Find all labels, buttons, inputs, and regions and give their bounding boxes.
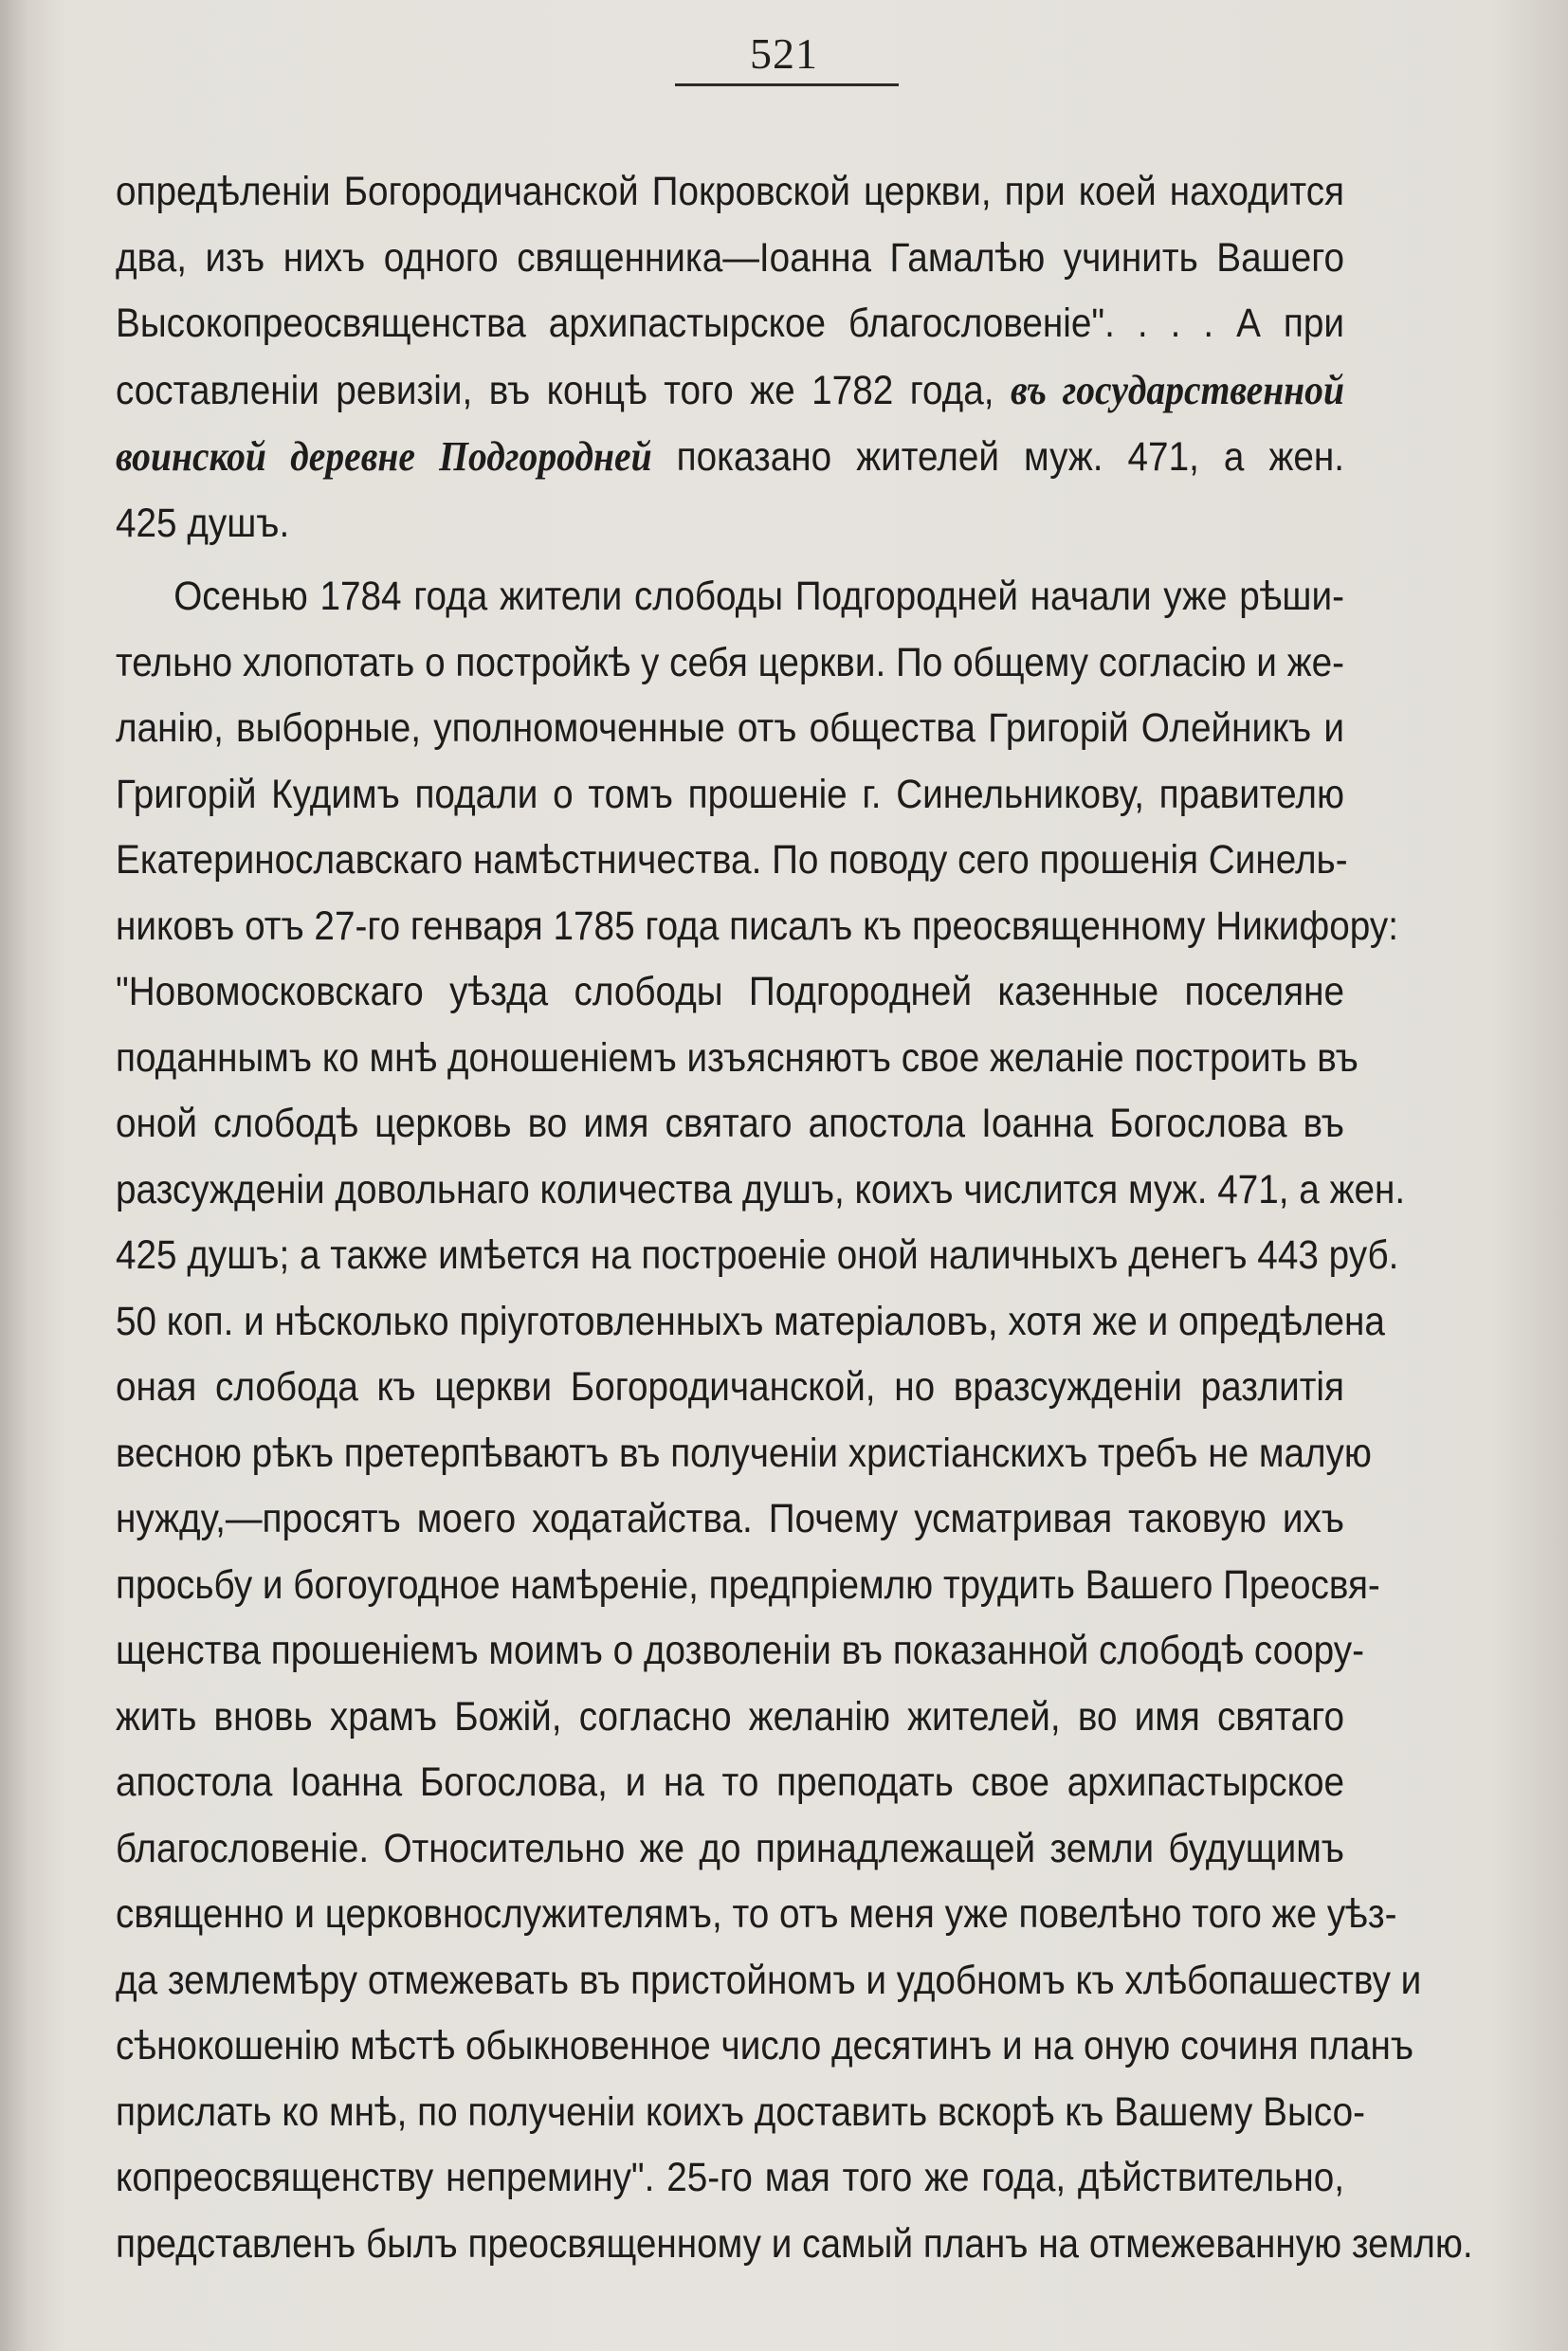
text-line: [116, 1486, 1344, 1553]
text-line: [116, 1948, 1422, 2014]
text-line: [116, 1091, 1344, 1157]
line-text: составленіи ревизіи, въ концѣ того же 1782 года,: [116, 367, 994, 413]
line-text: апостола Іоанна Богослова, и на то преподать свое архипастырское: [116, 1759, 1344, 1805]
line-text: Высокопреосвященства архипастырское благословеніе". . . . А при: [116, 301, 1344, 346]
paragraph-gap: [116, 556, 1344, 564]
line-text: 425 душъ; а также имѣется на построеніе оной наличныхъ денегъ 443 руб.: [116, 1232, 1399, 1278]
line-text: опредѣленіи Богородичанской Покровской церкви, при коей находится: [116, 169, 1344, 214]
text-line: [116, 828, 1348, 894]
line-text: 50 коп. и нѣсколько пріуготовленныхъ матеріаловъ, хотя же и опредѣлена: [116, 1298, 1385, 1344]
text-line: [116, 1618, 1365, 1685]
line-text: священно и церковнослужителямъ, то отъ меня уже повелѣно того же уѣз-: [116, 1891, 1397, 1937]
line-text: поданнымъ ко мнѣ доношеніемъ изъясняютъ свое желаніе построить въ: [116, 1034, 1358, 1081]
line-text: два, изъ нихъ одного священника—Іоанна Гамалѣю учинить Вашего: [116, 234, 1344, 281]
paragraph: [116, 564, 1473, 2277]
line-text: весною рѣкъ претерпѣваютъ въ полученіи христіанскихъ требъ не малую: [116, 1430, 1372, 1476]
body-text: [116, 159, 1473, 2277]
text-line: [116, 1882, 1397, 1948]
line-text: 425 душъ.: [116, 500, 290, 546]
text-line: [116, 1289, 1385, 1356]
text-line: [116, 1685, 1344, 1751]
text-line: [116, 564, 1344, 630]
line-text: тельно хлопотать о постройкѣ у себя церкви. По общему согласію и же-: [116, 639, 1344, 685]
line-text: сѣнокошенію мѣстѣ обыкновенное число десятинъ и на оную сочиня планъ: [116, 2023, 1414, 2069]
line-text: "Новомосковскаго уѣзда слободы Подгородней казенные поселяне: [116, 969, 1344, 1014]
text-line: [116, 959, 1344, 1026]
text-line: [116, 2014, 1414, 2080]
text-line: [116, 1355, 1344, 1421]
text-line: [116, 291, 1344, 357]
line-text: благословеніе. Относительно же до принадлежащей земли будущимъ: [116, 1825, 1344, 1871]
line-text: оной слободѣ церковь во имя святаго апостола Іоанна Богослова въ: [116, 1101, 1344, 1146]
line-text: никовъ отъ 27-го генваря 1785 года писалъ къ преосвященному Никифору:: [116, 902, 1398, 949]
text-line: [116, 894, 1398, 960]
line-text: нужду,—просятъ моего ходатайства. Почему усматривая таковую ихъ: [116, 1496, 1344, 1541]
text-line: [116, 762, 1344, 829]
text-line: [116, 491, 1344, 557]
line-text: разсужденіи довольнаго количества душъ, коихъ числится муж. 471, а жен.: [116, 1166, 1406, 1212]
text-line: [116, 696, 1344, 762]
line-text: жить вновь храмъ Божій, согласно желанію жителей, во имя святаго: [116, 1693, 1344, 1740]
text-line: [116, 2145, 1344, 2212]
text-line: [116, 2080, 1365, 2146]
line-text: прислать ко мнѣ, по полученіи коихъ доставить вскорѣ къ Вашему Высо-: [116, 2088, 1365, 2135]
line-text: ланію, выборные, уполномоченные отъ общества Григорій Олейникъ и: [116, 705, 1344, 751]
line-text: Екатеринославскаго намѣстничества. По поводу сего прошенія Синель-: [116, 837, 1348, 883]
line-text: копреосвященству непремину". 25-го мая того же года, дѣйствительно,: [116, 2155, 1344, 2200]
text-line: [116, 630, 1344, 697]
emphasized-text: воинской деревне Подгородней: [116, 433, 652, 480]
emphasized-text: въ государственной: [1010, 366, 1344, 413]
page-number: 521: [750, 29, 818, 78]
line-text: Осенью 1784 года жители слободы Подгородней начали уже рѣши-: [173, 574, 1345, 619]
text-line: [116, 1223, 1399, 1289]
text-line: [116, 159, 1344, 226]
line-text: да землемѣру отмежевать въ пристойномъ и удобномъ къ хлѣбопашеству и: [116, 1957, 1422, 2003]
text-line: [116, 1816, 1344, 1883]
text-line: [116, 1553, 1380, 1619]
text-line: [116, 226, 1344, 292]
text-line: [116, 1750, 1344, 1816]
line-text: показано жителей муж. 471, а жен.: [676, 434, 1345, 480]
page-number-underline: [675, 83, 899, 86]
line-text: Григорій Кудимъ подали о томъ прошеніе г. Синельникову, правителю: [116, 771, 1344, 817]
text-line: [116, 1026, 1358, 1092]
paragraph: [116, 159, 1344, 556]
text-line: [116, 357, 1344, 425]
text-line: [116, 2212, 1473, 2278]
text-line: [116, 1157, 1406, 1224]
line-text: щенства прошеніемъ моимъ о дозволеніи въ показанной слободѣ соору-: [116, 1628, 1365, 1673]
line-text: просьбу и богоугодное намѣреніе, предпріемлю трудить Вашего Преосвя-: [116, 1561, 1380, 1608]
line-text: представленъ былъ преосвященному и самый планъ на отмежеванную землю.: [116, 2220, 1473, 2267]
line-text: оная слобода къ церкви Богородичанской, но вразсужденіи разлитія: [116, 1364, 1344, 1410]
text-line: [116, 424, 1344, 491]
text-line: [116, 1421, 1372, 1487]
